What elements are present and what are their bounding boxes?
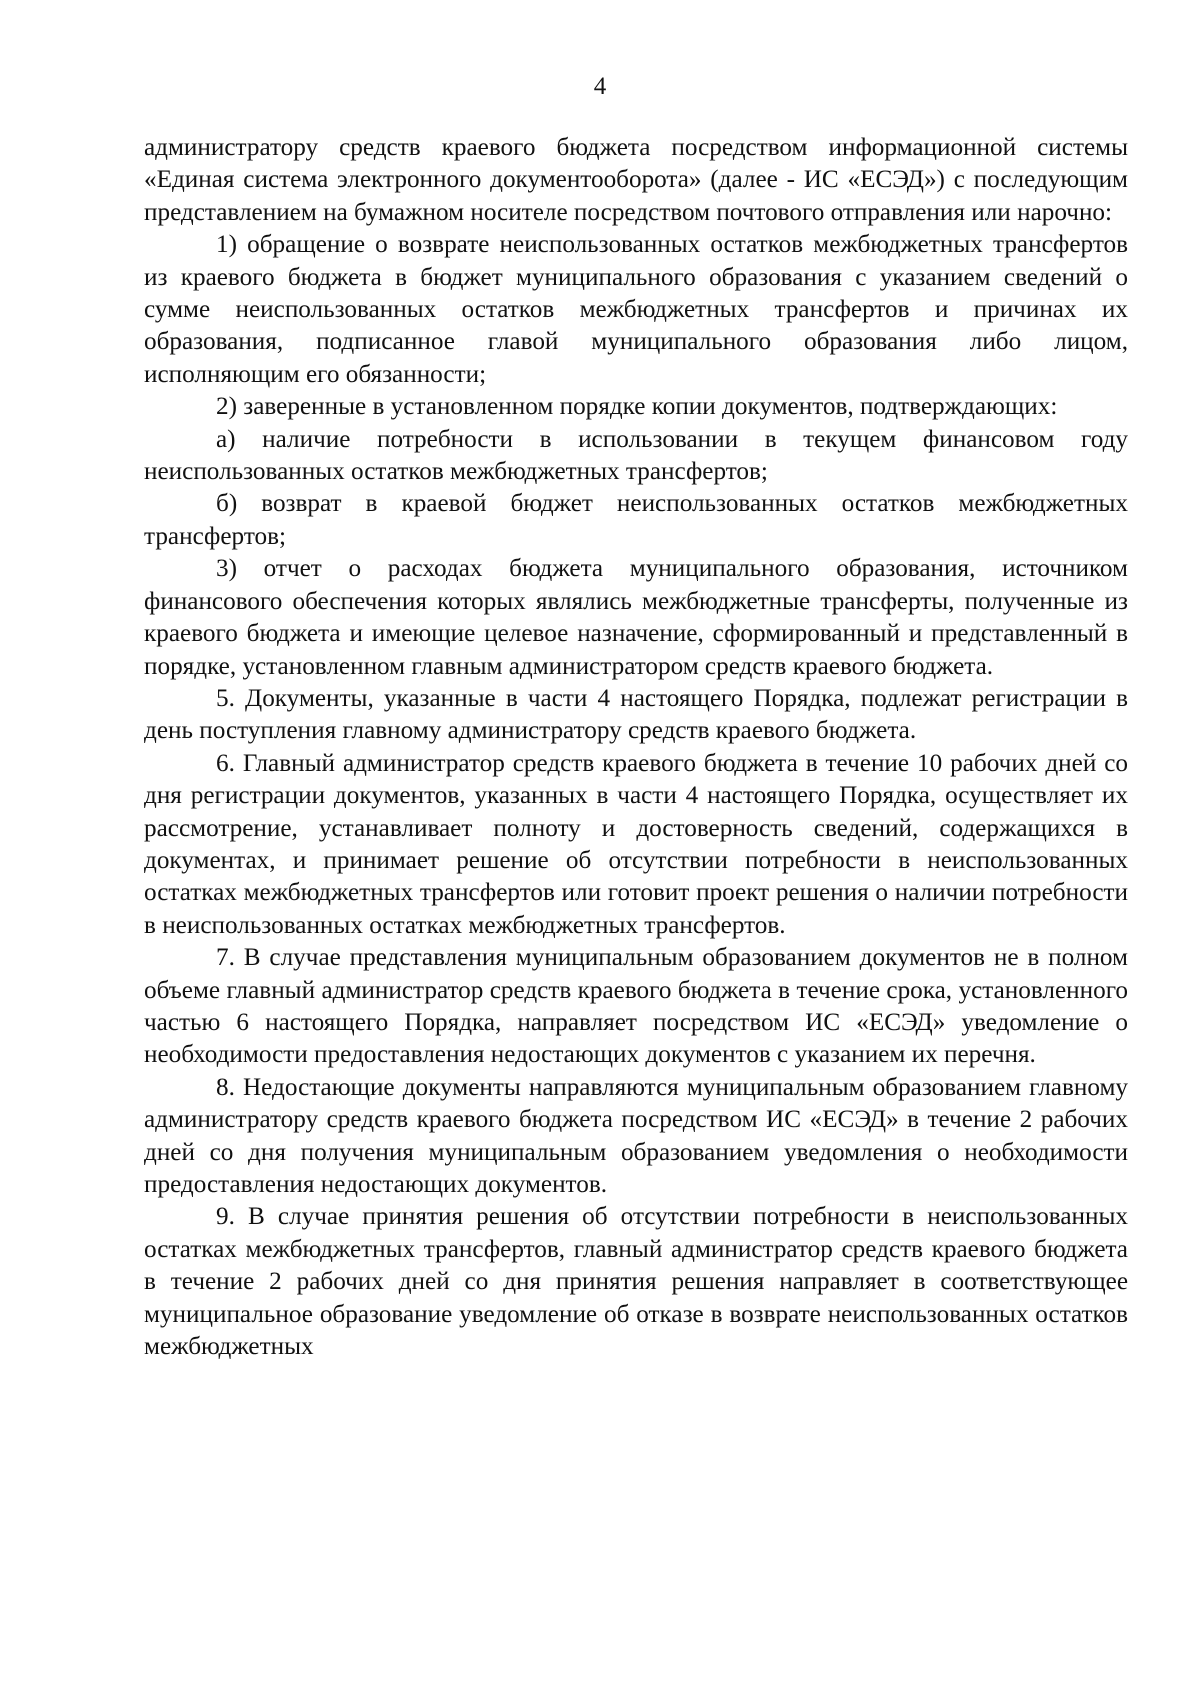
paragraph-part-8: 8. Недостающие документы направляются муниципальным образованием главному администратору средств краевого бюджета посредством ИС «ЕСЭД» в течение 2 рабочих дней со дня получения муниципальным образованием уведомления о необходимости предоставления недостающих документов. [144,1073,1128,1198]
page-number: 4 [593,73,607,100]
document-body [144,132,1128,1363]
paragraph-item-3: 3) отчет о расходах бюджета муниципального образования, источником финансового обеспечения которых являлись межбюджетные трансферты, полученные из краевого бюджета и имеющие целевое назначение, сформированный и представленный в порядке, установленном главным администратором средств краевого бюджета. [144,555,1128,680]
paragraph-item-1: 1) обращение о возврате неиспользованных остатков межбюджетных трансфертов из краевого бюджета в бюджет муниципального образования с указанием сведений о сумме неиспользованных остатков межбюджетных трансфертов и причинах их образования, подписанное главой муниципального образования либо лицом, исполняющим его обязанности; [144,231,1128,388]
paragraph-part-7: 7. В случае представления муниципальным образованием документов не в полном объеме главный администратор средств краевого бюджета в течение срока, установленного частью 6 настоящего Порядка, направляет посредством ИС «ЕСЭД» уведомление о необходимости предоставления недостающих документов с указанием их перечня. [144,944,1128,1069]
paragraph-item-2: 2) заверенные в установленном порядке копии документов, подтверждающих: [216,393,1058,421]
paragraph-part-9: 9. В случае принятия решения об отсутствии потребности в неиспользованных остатках межбюджетных трансфертов, главный администратор средств краевого бюджета в течение 2 рабочих дней со дня принятия решения направляет в соответствующее муниципальное образование уведомление об отказе в возврате неиспользованных остатков межбюджетных [144,1203,1128,1361]
paragraph-subitem-b: б) возврат в краевой бюджет неиспользованных остатков межбюджетных трансфертов; [144,490,1128,550]
paragraph-subitem-a: а) наличие потребности в использовании в текущем финансовом году неиспользованных остатков межбюджетных трансфертов; [144,425,1128,486]
paragraph-part-6: 6. Главный администратор средств краевого бюджета в течение 10 рабочих дней со дня регистрации документов, указанных в части 4 настоящего Порядка, осуществляет их рассмотрение, устанавливает полноту и достоверность сведений, содержащихся в документах, и принимает решение об отсутствии потребности в неиспользованных остатках межбюджетных трансфертов или готовит проект решения о наличии потребности в неиспользованных остатках межбюджетных трансфертов. [144,749,1128,939]
paragraph-continuation: администратору средств краевого бюджета посредством информационной системы «Единая система электронного документооборота» (далее - ИС «ЕСЭД») с последующим представлением на бумажном носителе посредством почтового отправления или нарочно: [144,134,1128,226]
paragraph-part-5: 5. Документы, указанные в части 4 настоящего Порядка, подлежат регистрации в день поступления главному администратору средств краевого бюджета. [144,684,1128,745]
